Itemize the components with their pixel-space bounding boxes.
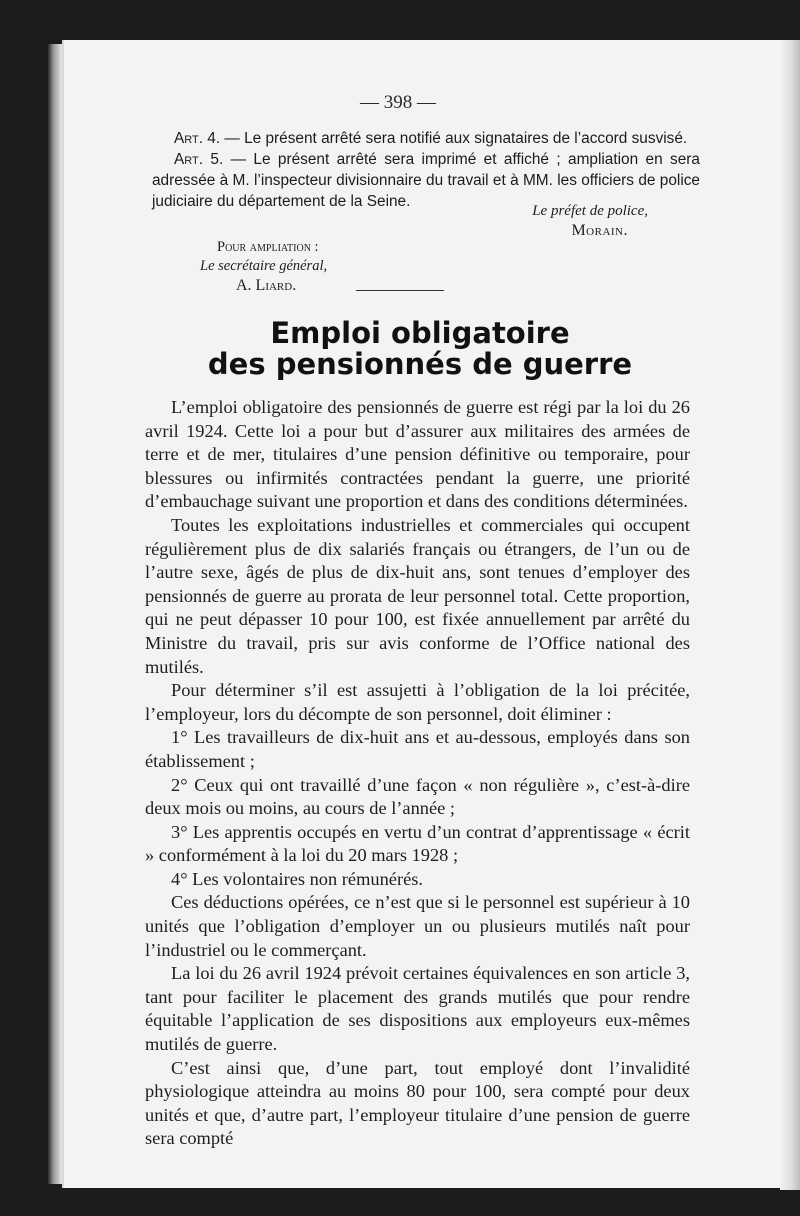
section-divider	[356, 290, 444, 291]
ampliation-line3: A. Liard.	[236, 277, 297, 294]
list-item: 1° Les travailleurs de dix-huit ans et au-dessous, employés dans son établissement ;	[145, 727, 690, 771]
list-item: 3° Les apprentis occupés en vertu d’un contrat d’apprentissage « écrit » conformément à la loi du 20 mars 1928 ;	[145, 821, 690, 866]
signature-title: Le préfet de police,	[532, 203, 648, 219]
paragraph: C’est ainsi que, d’une part, tout employé dont l’invalidité physiologique atteindra au moins 80 pour 100, sera compté pour deux unités et que, d’autre part, l’employeur titulaire d’une pension de guerre sera compté	[145, 1057, 690, 1149]
article-4-label: Art. 4.	[174, 130, 221, 147]
page-left-edge	[48, 44, 62, 1184]
heading-line1: Emploi obligatoire	[270, 316, 570, 350]
ampliation-line1: Pour ampliation :	[217, 239, 319, 255]
page-spine-shadow	[780, 40, 800, 1190]
page-number: — 398 —	[360, 92, 436, 113]
article-5-label: Art. 5.	[174, 151, 224, 168]
list-item: 4° Les volontaires non rémunérés.	[171, 868, 423, 889]
ampliation-block	[172, 238, 327, 295]
paragraph: La loi du 26 avril 1924 prévoit certaines équivalences en son article 3, tant pour faciliter le placement des grands mutilés que pour rendre équitable l’application de ses dispositions aux employeurs eux-mêmes mutilés de guerre.	[145, 963, 690, 1055]
article-4	[174, 128, 700, 149]
paragraph: Toutes les exploitations industrielles et commerciales qui occupent régulièrement plus de dix salariés français ou étrangers, de l’un ou de l’autre sexe, âgés de plus de dix-huit ans, sont tenues d’employer des pensionnés de guerre au prorata de leur personnel total. Cette proportion, qui ne peut dépasser 10 pour 100, est fixée annuellement par arrêté du Ministre du travail, pris sur avis conforme de l’Office national des mutilés.	[145, 514, 690, 677]
ampliation-line2: Le secrétaire général,	[200, 258, 328, 274]
section-heading	[180, 318, 660, 380]
signature-name: Morain.	[571, 222, 628, 239]
article-5-text: — Le présent arrêté sera imprimé et affiché ; ampliation en sera adressée à M. l’inspecteur divisionnaire du travail et à MM. les officiers de police judiciaire du département de la Seine.	[152, 151, 700, 210]
paragraph: Ces déductions opérées, ce n’est que si le personnel est supérieur à 10 unités que l’obligation d’employer un ou plusieurs mutilés naît pour l’industriel ou le commerçant.	[145, 892, 690, 960]
paragraph: L’emploi obligatoire des pensionnés de guerre est régi par la loi du 26 avril 1924. Cette loi a pour but d’assurer aux militaires des armées de terre et de mer, titulaires d’une pension définitive ou temporaire, pour blessures ou infirmités contractées pendant la guerre, une priorité d’embauchage suivant une proportion et dans des conditions déterminées.	[145, 397, 690, 512]
heading-line2: des pensionnés de guerre	[207, 347, 633, 381]
article-body	[145, 396, 690, 1151]
list-item: 2° Ceux qui ont travaillé d’une façon « non régulière », c’est-à-dire deux mois ou moins, au cours de l’année ;	[145, 774, 690, 819]
article-4-text: — Le présent arrêté sera notifié aux signataires de l’accord susvisé.	[220, 130, 688, 147]
paragraph: Pour déterminer s’il est assujetti à l’obligation de la loi précitée, l’employeur, lors du décompte de son personnel, doit éliminer :	[145, 680, 690, 724]
